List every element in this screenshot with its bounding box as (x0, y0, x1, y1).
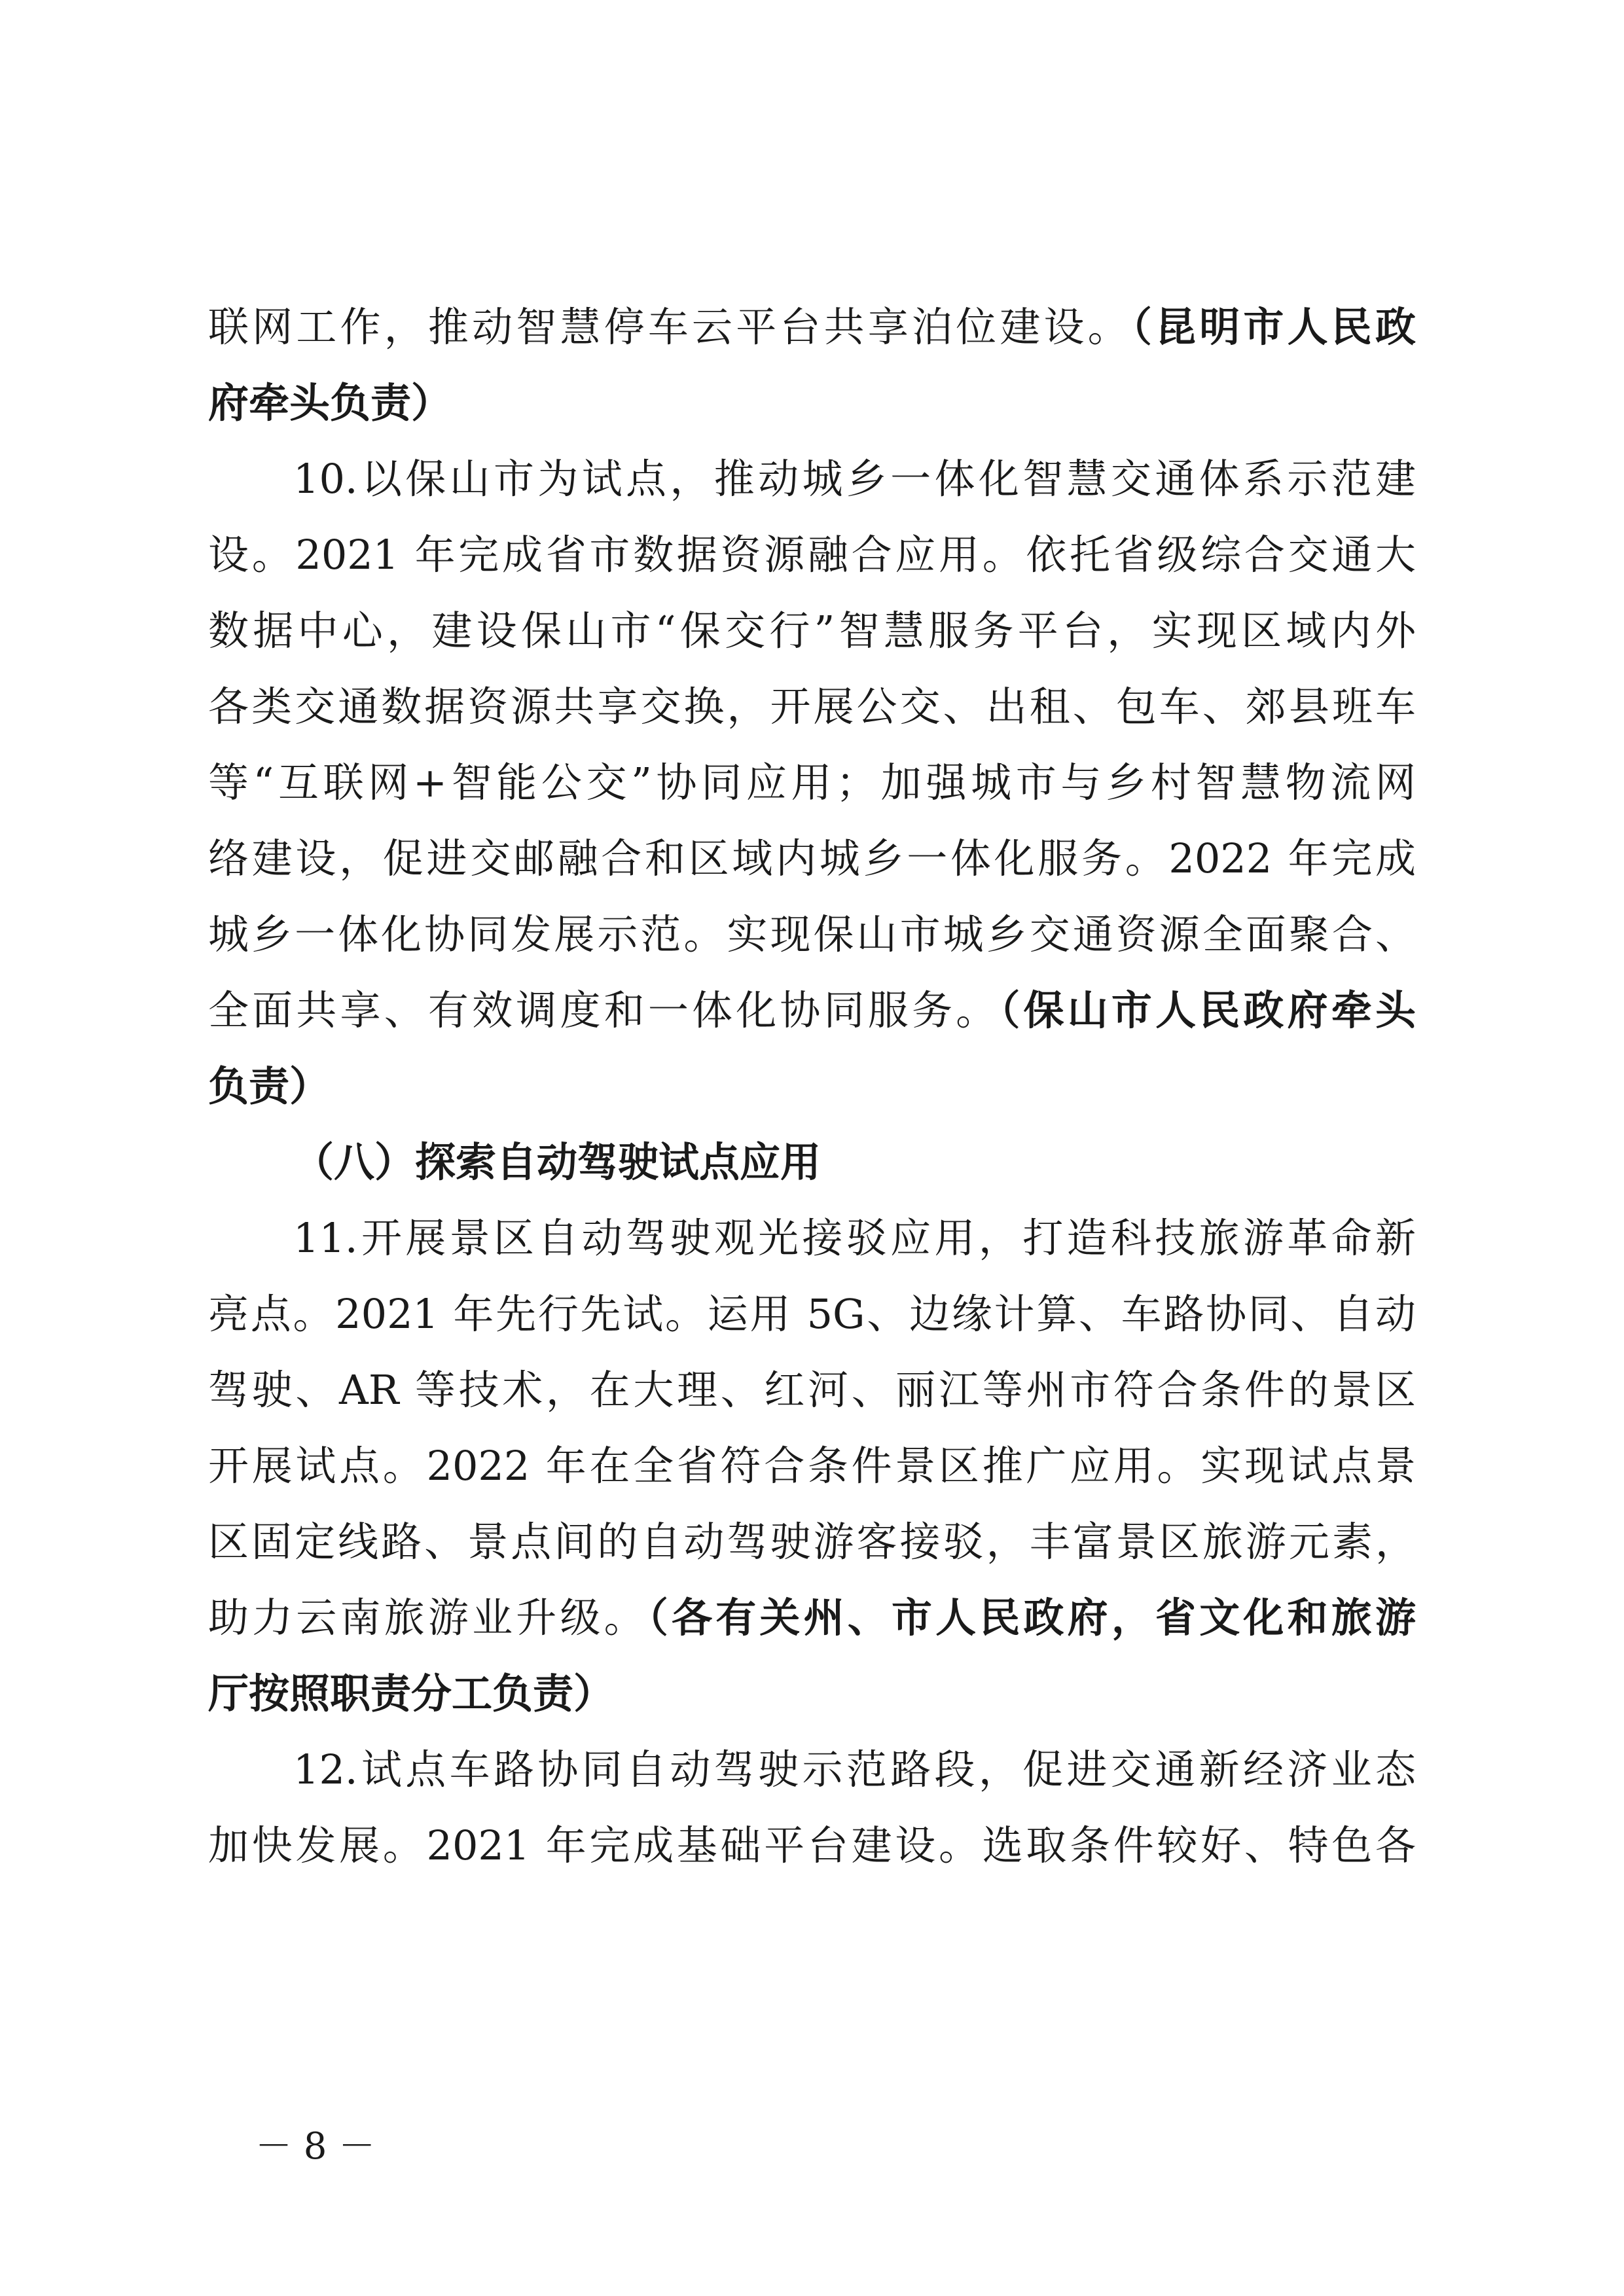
line-text: 等“互联网+智能公交”协同应用；加强城市与乡村智慧物流网 (208, 759, 1416, 806)
paragraph-line (208, 522, 1416, 588)
line-text: 络建设，促进交邮融合和区域内城乡一体化服务。2022 年完成 (208, 834, 1416, 882)
line-text: 加快发展。2021 年完成基础平台建设。选取条件较好、特色各 (208, 1821, 1416, 1869)
page-number: － 8 － (255, 2125, 376, 2168)
section-heading (293, 1130, 1416, 1195)
line-text: 数据中心，建设保山市“保交行”智慧服务平台，实现区域内外 (208, 607, 1416, 655)
line-text: 开展试点。2022 年在全省符合条件景区推广应用。实现试点景 (208, 1442, 1416, 1490)
paragraph-line (208, 1585, 1416, 1651)
paragraph-line (208, 674, 1416, 740)
paragraph-line (293, 1206, 1416, 1271)
paragraph-line (208, 978, 1416, 1043)
item-12-text: 12.试点车路协同自动驾驶示范路段，促进交通新经济业态 (293, 1746, 1416, 1793)
responsibility-note: （昆明市人民政 (1131, 303, 1416, 351)
line-text: 城乡一体化协同发展示范。实现保山市城乡交通资源全面聚合、 (208, 910, 1416, 958)
paragraph-line (208, 750, 1416, 816)
paragraph-line (208, 1357, 1416, 1423)
item-11-text: 11.开展景区自动驾驶观光接驳应用，打造科技旅游革命新 (293, 1214, 1416, 1262)
paragraph-line (208, 370, 1416, 436)
paragraph-line (208, 902, 1416, 967)
paragraph-line (208, 1661, 1416, 1727)
responsibility-note: （保山市人民政府牵头 (1000, 986, 1416, 1034)
paragraph-line (208, 1054, 1416, 1119)
line-text: 亮点。2021 年先行先试。运用 5G、边缘计算、车路协同、自动 (208, 1290, 1416, 1338)
line-text: 助力云南旅游业升级。 (208, 1594, 648, 1641)
paragraph-line (208, 826, 1416, 891)
item-10-text: 10.以保山市为试点，推动城乡一体化智慧交通体系示范建 (293, 455, 1416, 503)
responsibility-note: 府牵头负责） (208, 379, 452, 427)
paragraph-line (208, 1509, 1416, 1575)
line-text: 驾驶、AR 等技术，在大理、红河、丽江等州市符合条件的景区 (208, 1366, 1416, 1414)
paragraph-line (208, 1813, 1416, 1878)
paragraph-line (293, 446, 1416, 512)
line-text: 联网工作，推动智慧停车云平台共享泊位建设。 (208, 303, 1132, 351)
responsibility-note: （各有关州、市人民政府，省文化和旅游 (647, 1594, 1416, 1641)
section-heading-text: （八）探索自动驾驶试点应用 (293, 1138, 821, 1186)
paragraph-line (208, 598, 1416, 664)
line-text: 各类交通数据资源共享交换，开展公交、出租、包车、郊县班车 (208, 683, 1416, 730)
paragraph-line (208, 295, 1416, 360)
line-text: 全面共享、有效调度和一体化协同服务。 (208, 986, 1000, 1034)
responsibility-note: 厅按照职责分工负责） (208, 1670, 615, 1717)
paragraph-line (208, 1433, 1416, 1499)
line-text: 区固定线路、景点间的自动驾驶游客接驳，丰富景区旅游元素， (208, 1518, 1416, 1566)
paragraph-line (293, 1737, 1416, 1803)
paragraph-line (208, 1282, 1416, 1347)
line-text: 设。2021 年完成省市数据资源融合应用。依托省级综合交通大 (208, 531, 1416, 579)
responsibility-note: 负责） (208, 1062, 331, 1110)
